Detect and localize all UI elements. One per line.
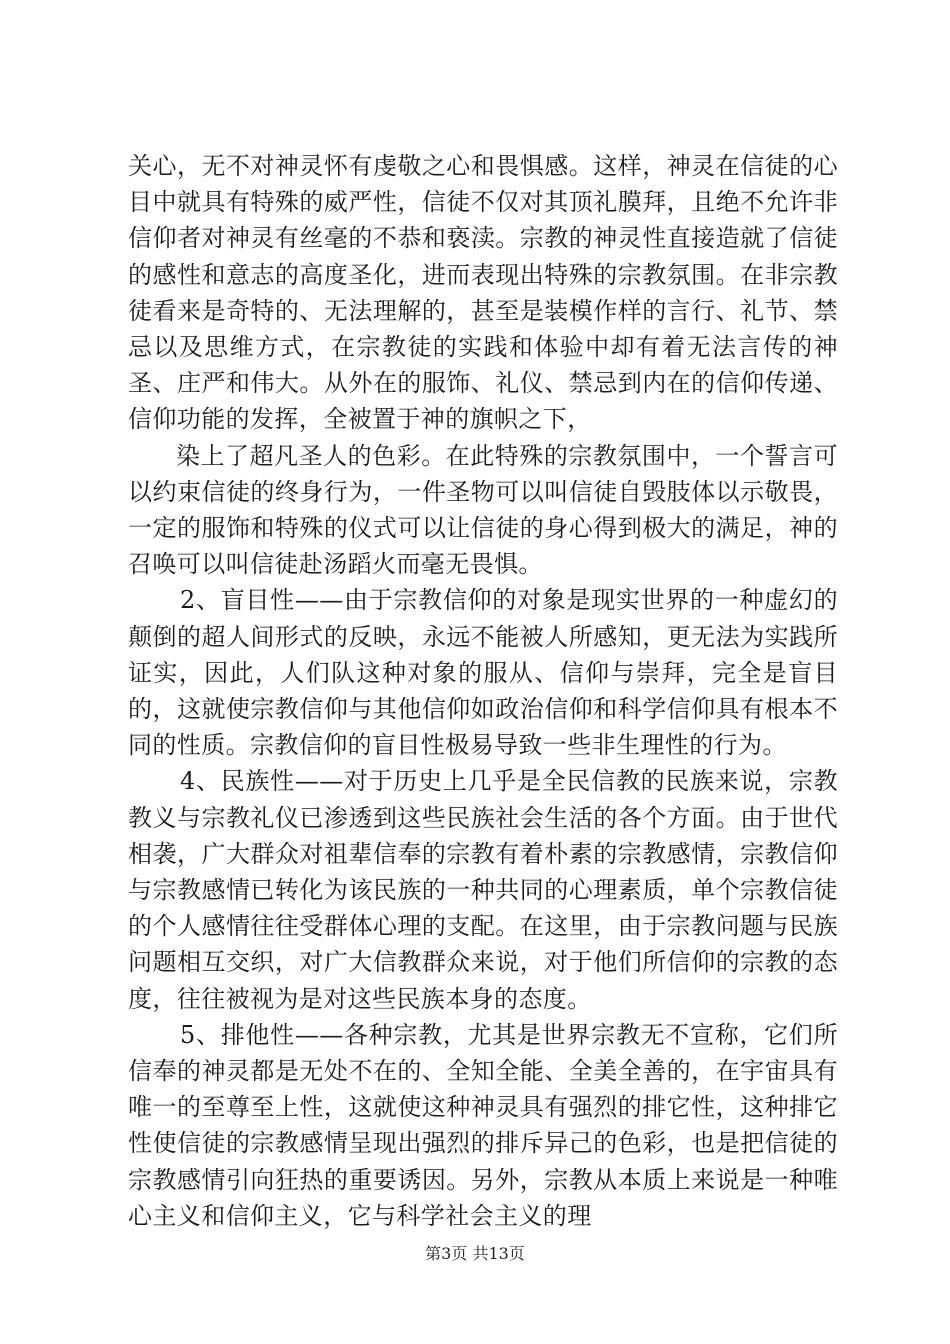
paragraph-4: 4、民族性——对于历史上几乎是全民信教的民族来说，宗教教义与宗教礼仪已渗透到这些民族社会生活的各个方面。由于世代相袭，广大群众对祖辈信奉的宗教有着朴素的宗教感情，宗教信仰与宗教感情已转化为该民族的一种共同的心理素质，单个宗教信徒的个人感情往往受群体心理的支配。在这里，由于宗教问题与民族问题相互交织，对广大信教群众来说，对于他们所信仰的宗教的态度，往往被视为是对这些民族本身的态度。 (128, 767, 838, 1013)
paragraph-3: 2、盲目性——由于宗教信仰的对象是现实世界的一种虚幻的颠倒的超人间形式的反映，永远不能被人所感知，更无法为实践所证实，因此，人们队这种对象的服从、信仰与崇拜，完全是盲目的，这就使宗教信仰与其他信仰如政治信仰和科学信仰具有根本不同的性质。宗教信仰的盲目性极易导致一些非生理性的行为。 (128, 586, 838, 760)
paragraph-2: 染上了超凡圣人的色彩。在此特殊的宗教氛围中，一个誓言可以约束信徒的终身行为，一件圣物可以叫信徒自毁肢体以示敬畏，一定的服饰和特殊的仪式可以让信徒的身心得到极大的满足，神的召唤可以叫信徒赴汤蹈火而毫无畏惧。 (128, 441, 838, 579)
paragraph-5: 5、排他性——各种宗教，尤其是世界宗教无不宣称，它们所信奉的神灵都是无处不在的、全知全能、全美全善的，在宇宙具有唯一的至尊至上性，这就使这种神灵具有强烈的排它性，这种排它性使信徒的宗教感情呈现出强烈的排斥异己的色彩，也是把信徒的宗教感情引向狂热的重要诱因。另外，宗教从本质上来说是一种唯心主义和信仰主义，它与科学社会主义的理 (128, 1020, 838, 1230)
paragraph-1: 关心，无不对神灵怀有虔敬之心和畏惧感。这样，神灵在信徒的心目中就具有特殊的威严性，信徒不仅对其顶礼膜拜，且绝不允许非信仰者对神灵有丝毫的不恭和亵渎。宗教的神灵性直接造就了信徒的感性和意志的高度圣化，进而表现出特殊的宗教氛围。在非宗教徒看来是奇特的、无法理解的，甚至是装模作样的言行、礼节、禁忌以及思维方式，在宗教徒的实践和体验中却有着无法言传的神圣、庄严和伟大。从外在的服饰、礼仪、禁忌到内在的信仰传递、信仰功能的发挥，全被置于神的旗帜之下， (128, 152, 838, 434)
document-body (128, 148, 838, 1234)
page-number-footer: 第3页 共13页 (425, 1244, 525, 1263)
